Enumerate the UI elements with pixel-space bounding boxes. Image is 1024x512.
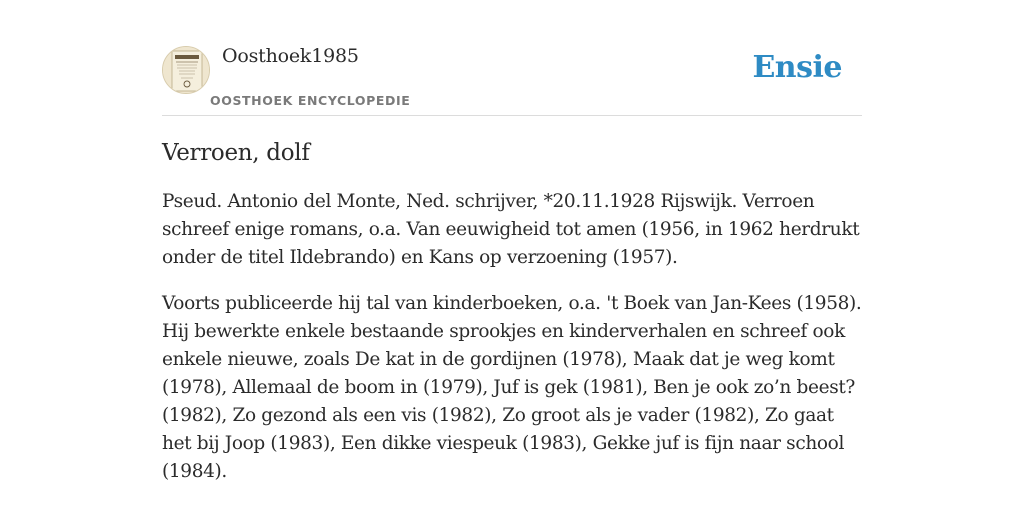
- author-avatar[interactable]: [162, 46, 210, 94]
- article-paragraph: Voorts publiceerde hij tal van kinderboeken, o.a. 't Boek van Jan-Kees (1958). Hij bewerkte enkele bestaande sprookjes en kinderverhalen en schreef ook enkele nieuwe, zoals De kat in de gordijnen (1978), Maak dat je weg komt (1978), Allemaal de boom in (1979), Juf is gek (1981), Ben je ook zo’n beest? (1982), Zo gezond als een vis (1982), Zo groot als je vader (1982), Zo gaat het bij Joop (1983), Een dikke viespeuk (1983), Gekke juf is fijn naar school (1984).: [162, 293, 862, 482]
- article-paragraph: Pseud. Antonio del Monte, Ned. schrijver, *20.11.1928 Rijswijk. Verroen schreef enige romans, o.a. Van eeuwigheid tot amen (1956, in 1962 herdrukt onder de titel Ildebrando) en Kans op verzoening (1957).: [162, 191, 860, 268]
- article-body: [162, 188, 862, 486]
- article-header: [162, 40, 862, 116]
- author-name[interactable]: Oosthoek1985: [222, 45, 359, 67]
- article-card: [162, 40, 862, 504]
- article-title: Verroen, dolf: [162, 140, 310, 166]
- title-page-icon: [163, 47, 210, 94]
- source-label: OOSTHOEK ENCYCLOPEDIE: [210, 93, 411, 108]
- ensie-logo[interactable]: Ensie: [752, 50, 842, 85]
